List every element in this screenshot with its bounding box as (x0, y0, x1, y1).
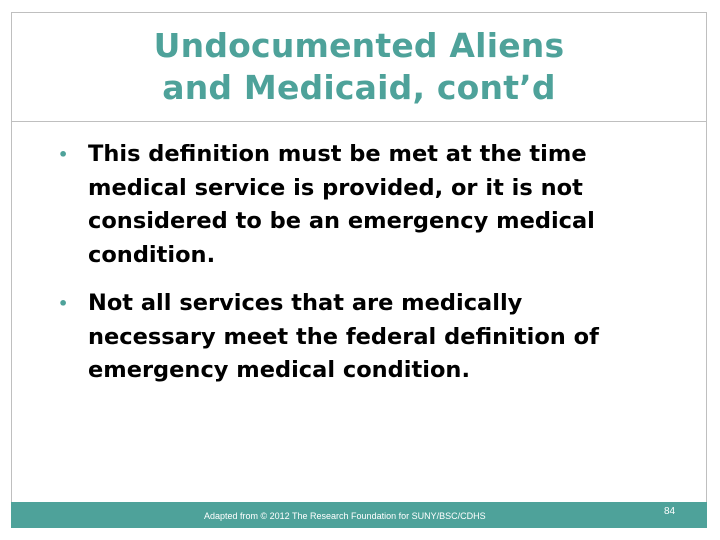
bullet-dot-icon: • (58, 294, 69, 313)
title-line-1: Undocumented Aliens (153, 25, 565, 65)
bullet-text-2: Not all services that are medically necessary meet the federal definition of emergency medical condition. (88, 290, 599, 383)
title-line-2: and Medicaid, cont’d (162, 67, 556, 107)
bullet-item-1 (58, 138, 638, 272)
footer-credit: Adapted from © 2012 The Research Foundation for SUNY/BSC/CDHS (204, 511, 486, 521)
slide-title (154, 25, 565, 109)
title-box (11, 12, 707, 122)
bullet-text-1: This definition must be met at the time medical service is provided, or it is not considered to be an emergency medical condition. (88, 141, 595, 268)
bullet-list (58, 138, 638, 403)
bullet-dot-icon: • (58, 145, 69, 164)
bullet-item-2 (58, 287, 638, 388)
page-number: 84 (664, 506, 676, 517)
